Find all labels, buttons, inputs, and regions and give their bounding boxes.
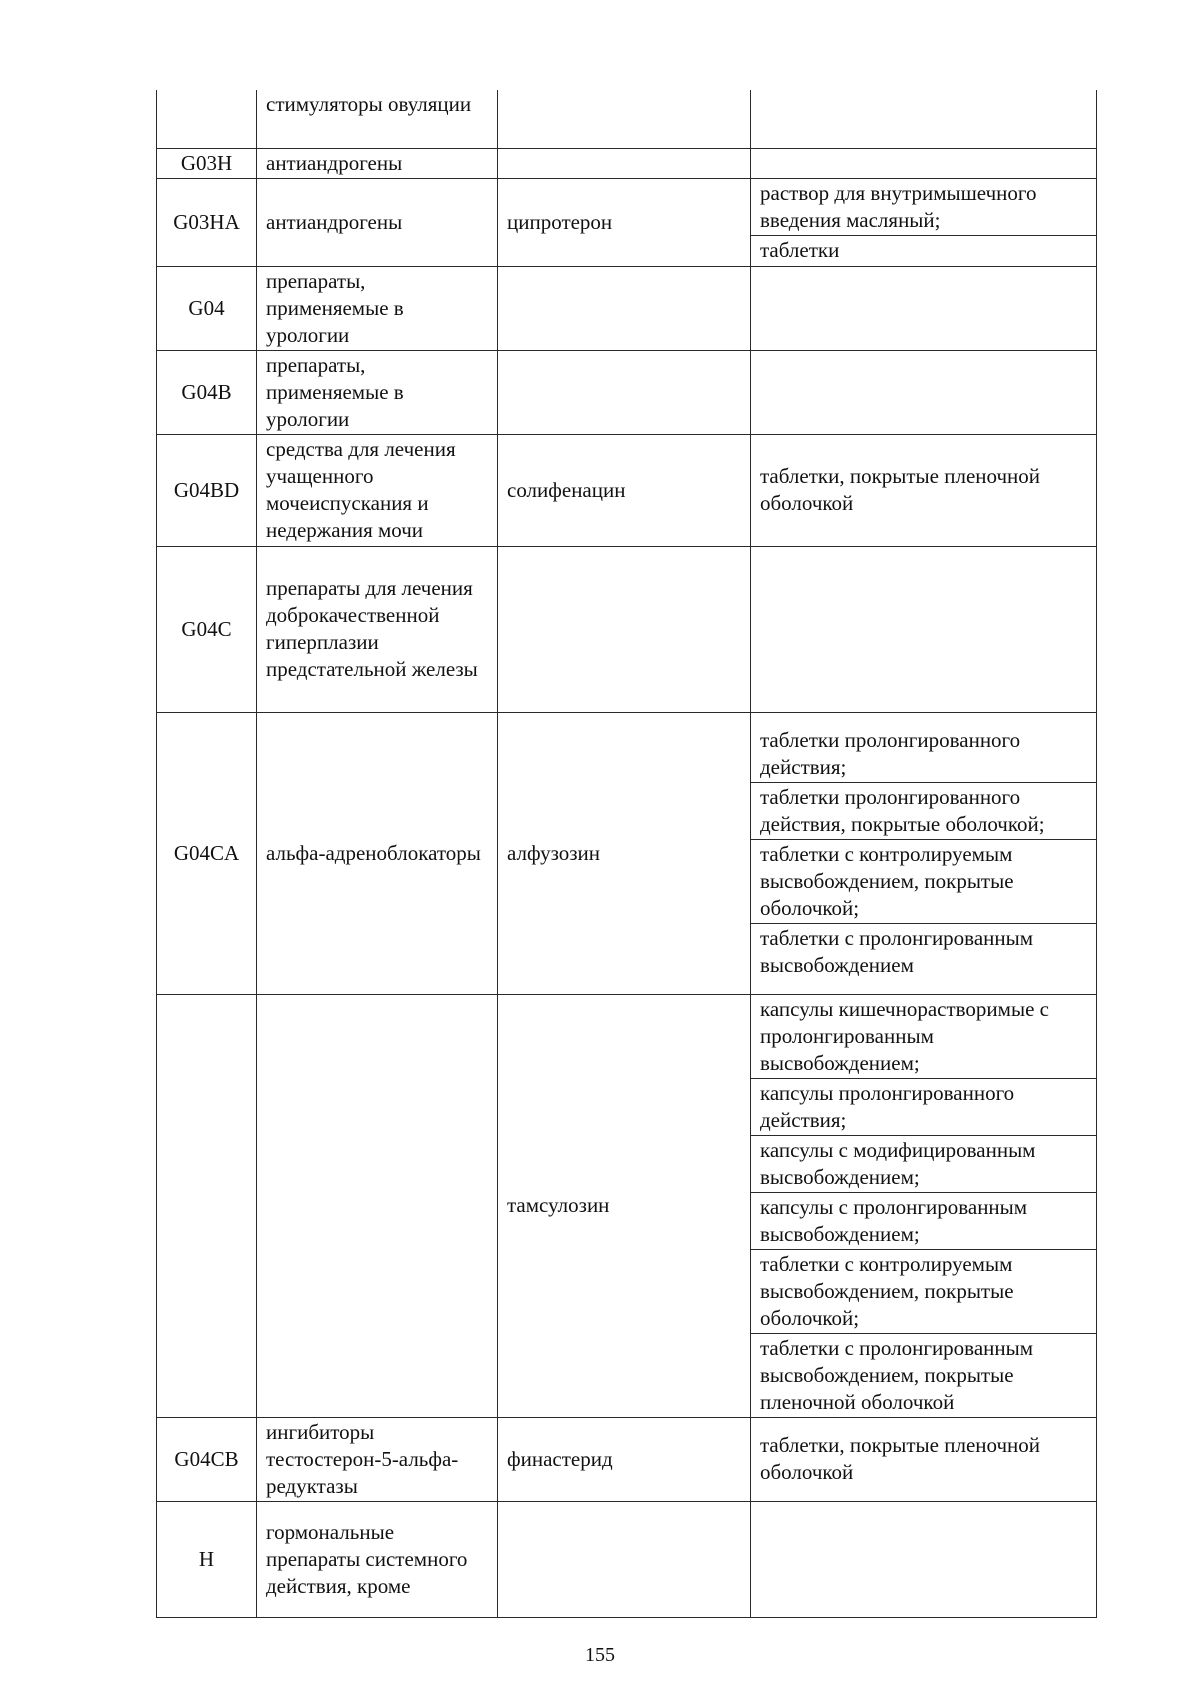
table-row — [157, 1417, 1097, 1501]
atc-code: G04CB — [157, 1417, 257, 1501]
table-row — [157, 434, 1097, 546]
dosage-form-item: раствор для внутримышечного введения масляный; — [751, 179, 1096, 236]
dosage-form-item: таблетки с контролируемым высвобождением, покрытые оболочкой; — [751, 840, 1096, 924]
dosage-form-item: таблетки пролонгированного действия; — [751, 726, 1096, 783]
atc-code: G04 — [157, 266, 257, 350]
atc-code: G03HA — [157, 178, 257, 266]
table-row — [157, 266, 1097, 350]
dosage-forms — [751, 1501, 1097, 1617]
inn-name — [498, 90, 751, 148]
group-name: антиандрогены — [257, 178, 498, 266]
dosage-form-item: таблетки с пролонгированным высвобождением — [760, 926, 1034, 977]
atc-code: G03H — [157, 148, 257, 178]
dosage-form-item: таблетки пролонгированного действия, покрытые оболочкой; — [751, 783, 1096, 840]
dosage-form-item: таблетки — [760, 238, 840, 262]
atc-code: G04BD — [157, 434, 257, 546]
table-row — [157, 712, 1097, 994]
dosage-form-item: таблетки с пролонгированным высвобождением, покрытые пленочной оболочкой — [760, 1335, 1034, 1414]
group-name: антиандрогены — [257, 148, 498, 178]
dosage-form-item: капсулы с модифицированным высвобождением; — [751, 1136, 1096, 1193]
table-row — [157, 178, 1097, 266]
table-row — [157, 350, 1097, 434]
group-name: альфа-адреноблокаторы — [257, 712, 498, 994]
dosage-form-item: капсулы кишечнорастворимые с пролонгированным высвобождением; — [751, 995, 1096, 1079]
group-name: препараты, применяемые в урологии — [257, 350, 498, 434]
dosage-forms — [751, 148, 1097, 178]
table-row — [157, 90, 1097, 148]
atc-code — [157, 90, 257, 148]
dosage-forms — [751, 90, 1097, 148]
table-row — [157, 1501, 1097, 1617]
group-name: гормональные препараты системного действия, кроме — [257, 1501, 498, 1617]
atc-code: H — [157, 1501, 257, 1617]
dosage-forms — [751, 350, 1097, 434]
atc-code — [157, 994, 257, 1417]
drug-table — [156, 90, 1097, 1618]
inn-name: алфузозин — [498, 712, 751, 994]
atc-code: G04B — [157, 350, 257, 434]
dosage-form-item: капсулы пролонгированного действия; — [751, 1079, 1096, 1136]
group-name: стимуляторы овуляции — [257, 90, 498, 148]
dosage-forms — [751, 994, 1097, 1417]
dosage-form-item: таблетки с контролируемым высвобождением, покрытые оболочкой; — [751, 1250, 1096, 1334]
dosage-forms — [751, 712, 1097, 994]
dosage-forms — [751, 266, 1097, 350]
dosage-forms — [751, 546, 1097, 712]
group-name: препараты для лечения доброкачественной гиперплазии предстательной железы — [257, 546, 498, 712]
dosage-forms — [751, 434, 1097, 546]
group-name: препараты, применяемые в урологии — [257, 266, 498, 350]
inn-name — [498, 350, 751, 434]
inn-name: тамсулозин — [498, 994, 751, 1417]
atc-code: G04C — [157, 546, 257, 712]
dosage-forms — [751, 1417, 1097, 1501]
dosage-form-item: таблетки, покрытые пленочной оболочкой — [760, 464, 1041, 515]
dosage-forms — [751, 178, 1097, 266]
inn-name: солифенацин — [498, 434, 751, 546]
dosage-form-item: таблетки, покрытые пленочной оболочкой — [760, 1433, 1041, 1484]
inn-name: финастерид — [498, 1417, 751, 1501]
table-row — [157, 148, 1097, 178]
group-name — [257, 994, 498, 1417]
inn-name — [498, 546, 751, 712]
inn-name — [498, 1501, 751, 1617]
dosage-form-item: капсулы с пролонгированным высвобождением; — [751, 1193, 1096, 1250]
inn-name — [498, 148, 751, 178]
inn-name — [498, 266, 751, 350]
group-name: ингибиторы тестостерон-5-альфа-редуктазы — [257, 1417, 498, 1501]
inn-name: ципротерон — [498, 178, 751, 266]
group-name: средства для лечения учащенного мочеиспускания и недержания мочи — [257, 434, 498, 546]
table-row — [157, 546, 1097, 712]
page-number: 155 — [585, 1644, 615, 1666]
table-row — [157, 994, 1097, 1417]
atc-code: G04CA — [157, 712, 257, 994]
